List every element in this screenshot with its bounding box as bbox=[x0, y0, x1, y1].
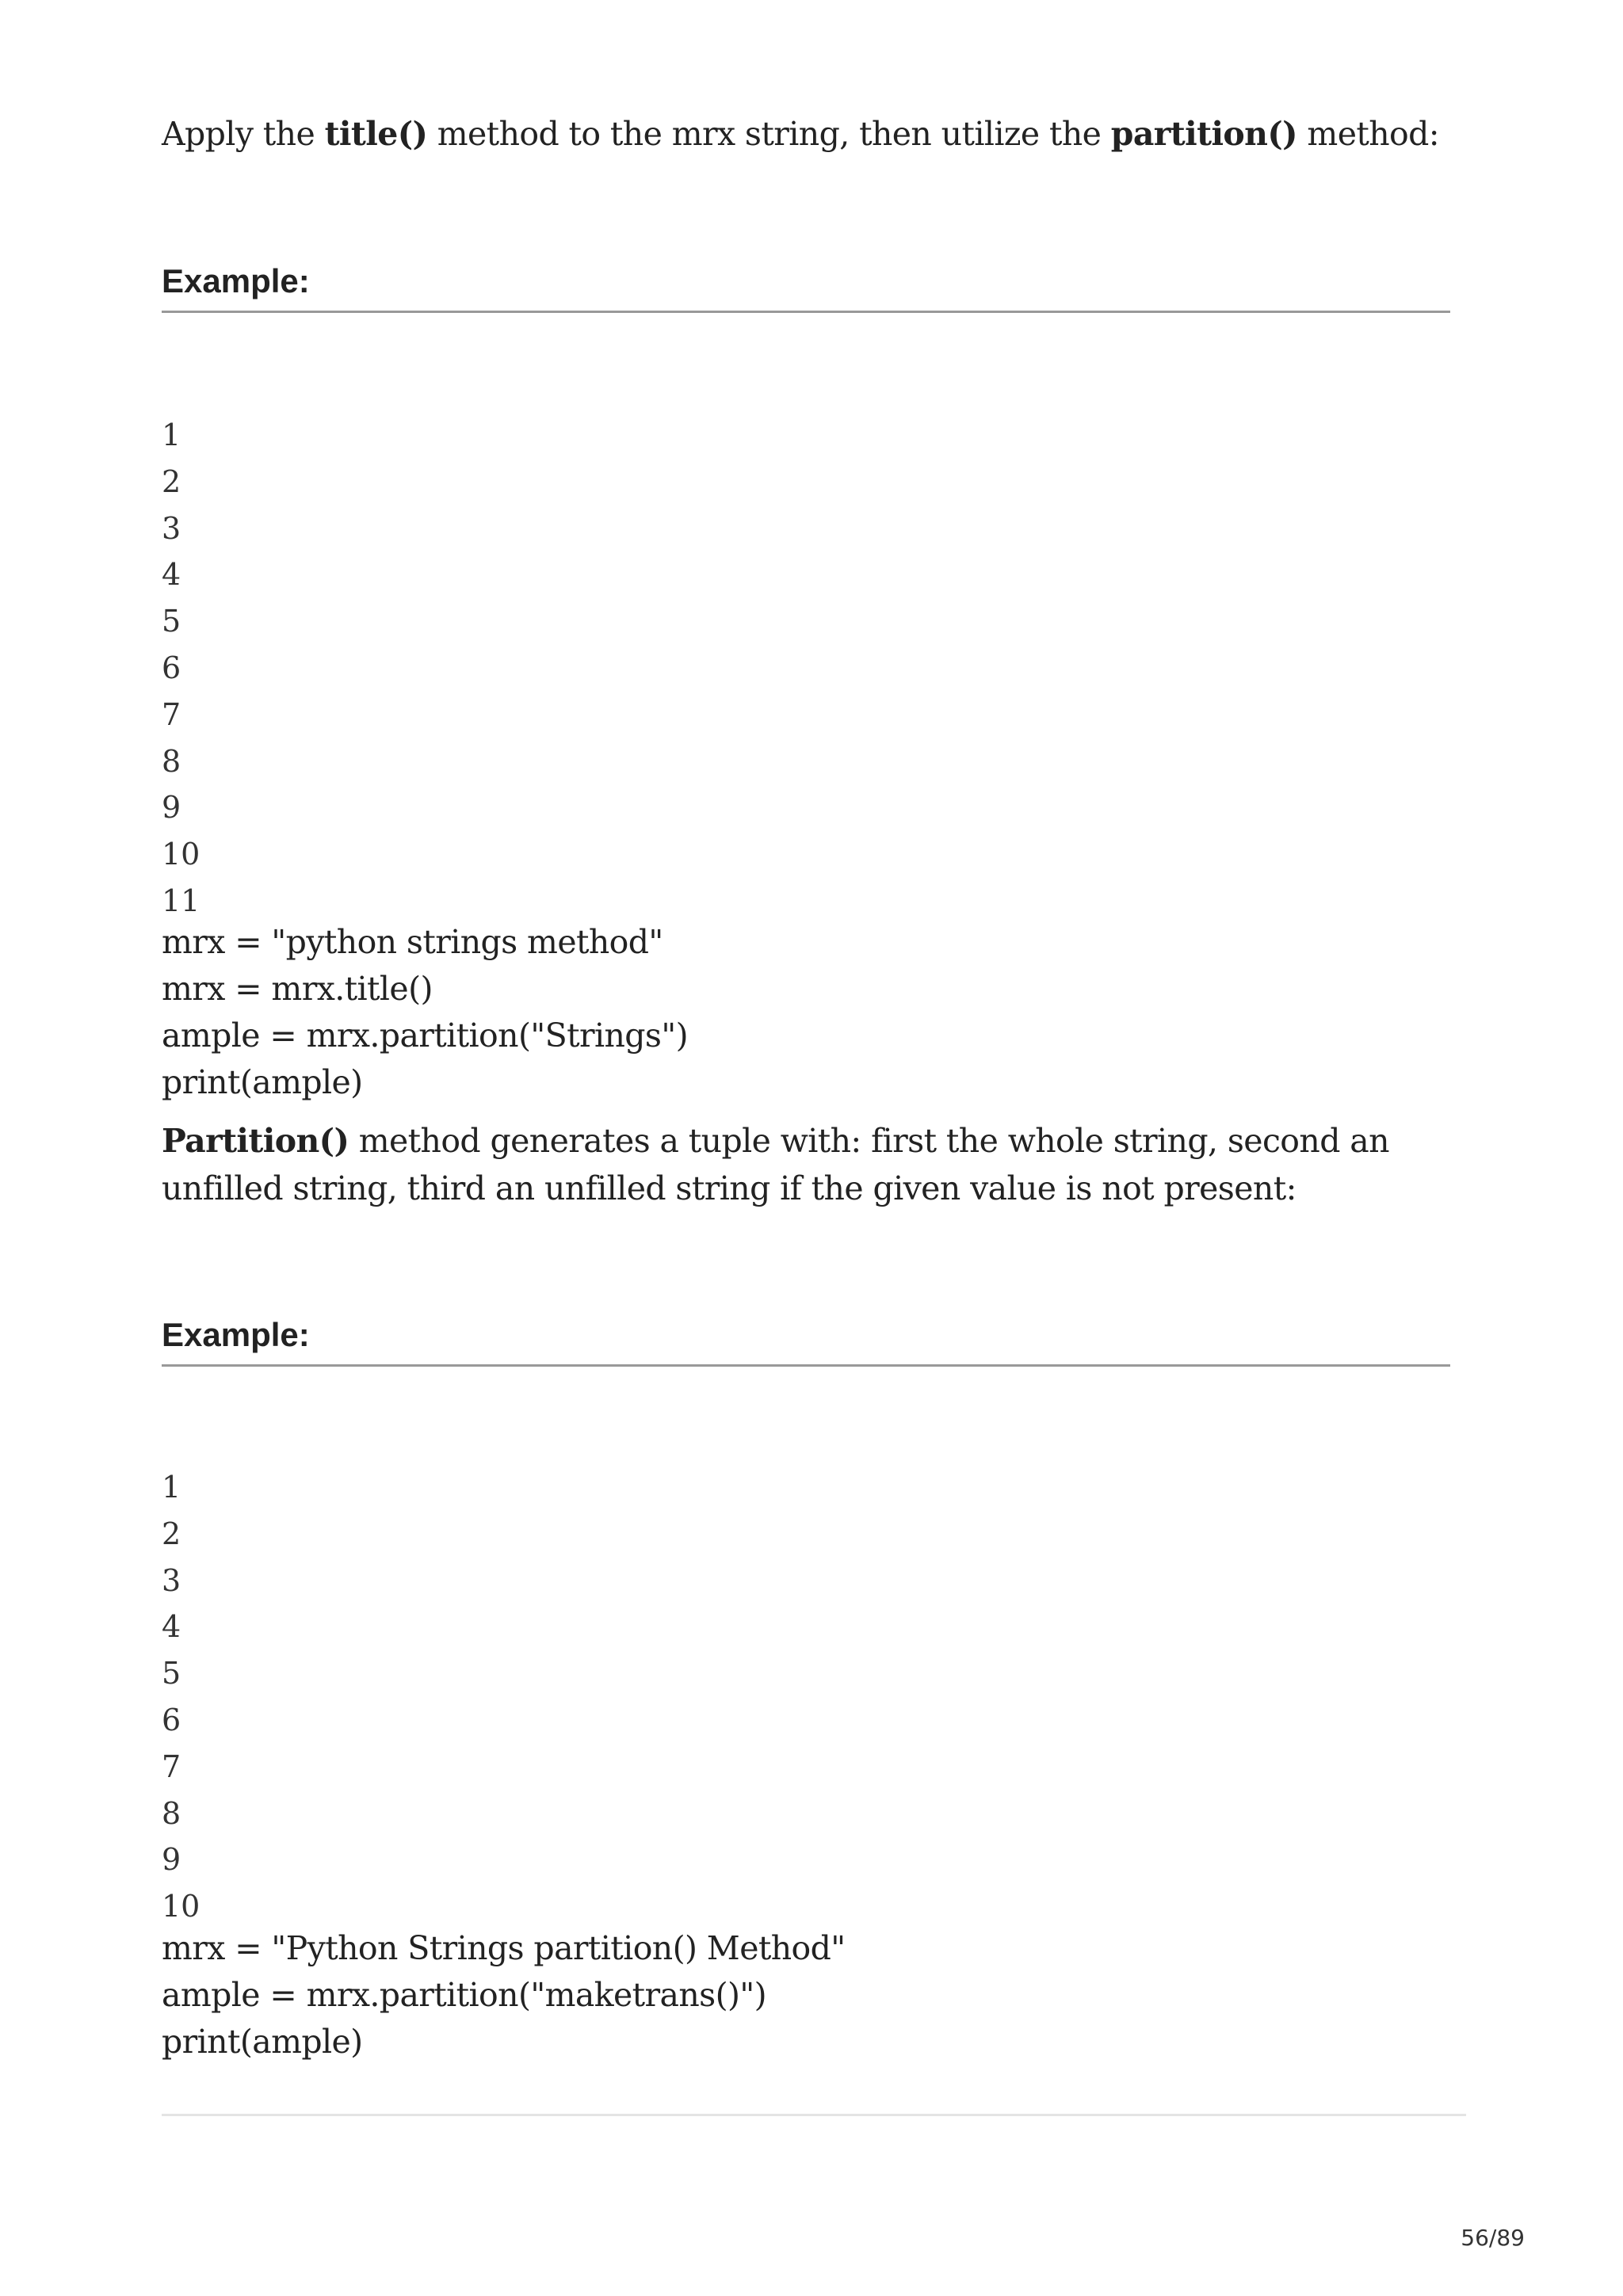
partition-explanation bbox=[162, 1117, 1461, 1212]
partition-method-name: partition() bbox=[1110, 115, 1297, 153]
footer-divider bbox=[162, 2114, 1466, 2116]
line-number: 9 bbox=[162, 1842, 181, 1878]
line-number: 1 bbox=[162, 418, 181, 452]
line-number: 2 bbox=[162, 463, 181, 499]
intro-text bbox=[162, 111, 1461, 157]
example-2-divider bbox=[162, 1364, 1450, 1367]
title-method-name: title() bbox=[324, 115, 428, 153]
code-line: mrx = "python strings method" bbox=[162, 923, 663, 961]
line-number: 11 bbox=[162, 883, 200, 918]
line-number: 9 bbox=[162, 790, 181, 826]
intro-part-1: Apply the bbox=[162, 115, 325, 153]
line-number: 6 bbox=[162, 1702, 181, 1737]
line-number: 6 bbox=[162, 650, 181, 685]
page-number: 56/89 bbox=[1461, 2225, 1525, 2251]
code-line: mrx = "Python Strings partition() Method" bbox=[162, 1929, 846, 1967]
example-2-code bbox=[162, 1925, 846, 2065]
example-2-heading: Example: bbox=[162, 1316, 310, 1353]
line-number: 10 bbox=[162, 837, 200, 872]
example-1-heading: Example: bbox=[162, 262, 310, 299]
code-line: print(ample) bbox=[162, 2023, 363, 2061]
line-number: 5 bbox=[162, 1656, 181, 1691]
line-number: 1 bbox=[162, 1470, 181, 1505]
code-line: ample = mrx.partition("maketrans()") bbox=[162, 1976, 767, 2014]
line-number: 3 bbox=[162, 510, 181, 546]
partition-explanation-text: method generates a tuple with: first the whole string, second an unfilled string, third an unfilled string if the given value is not present: bbox=[162, 1122, 1389, 1207]
code-line: mrx = mrx.title() bbox=[162, 970, 433, 1008]
partition-term: Partition() bbox=[162, 1122, 349, 1160]
example-2-line-numbers bbox=[162, 1464, 200, 1930]
intro-part-3: method: bbox=[1296, 115, 1439, 153]
example-1-line-numbers bbox=[162, 412, 200, 925]
line-number: 4 bbox=[162, 1609, 181, 1645]
code-line: print(ample) bbox=[162, 1063, 363, 1101]
line-number: 8 bbox=[162, 1795, 181, 1831]
line-number: 4 bbox=[162, 557, 181, 593]
line-number: 10 bbox=[162, 1889, 200, 1924]
intro-part-2: method to the mrx string, then utilize the bbox=[427, 115, 1111, 153]
example-1-code bbox=[162, 919, 688, 1106]
line-number: 3 bbox=[162, 1562, 181, 1598]
line-number: 2 bbox=[162, 1516, 181, 1551]
line-number: 7 bbox=[162, 1749, 181, 1784]
code-line: ample = mrx.partition("Strings") bbox=[162, 1016, 689, 1055]
example-1-divider bbox=[162, 311, 1450, 313]
line-number: 8 bbox=[162, 743, 181, 779]
line-number: 5 bbox=[162, 604, 181, 639]
line-number: 7 bbox=[162, 696, 181, 732]
